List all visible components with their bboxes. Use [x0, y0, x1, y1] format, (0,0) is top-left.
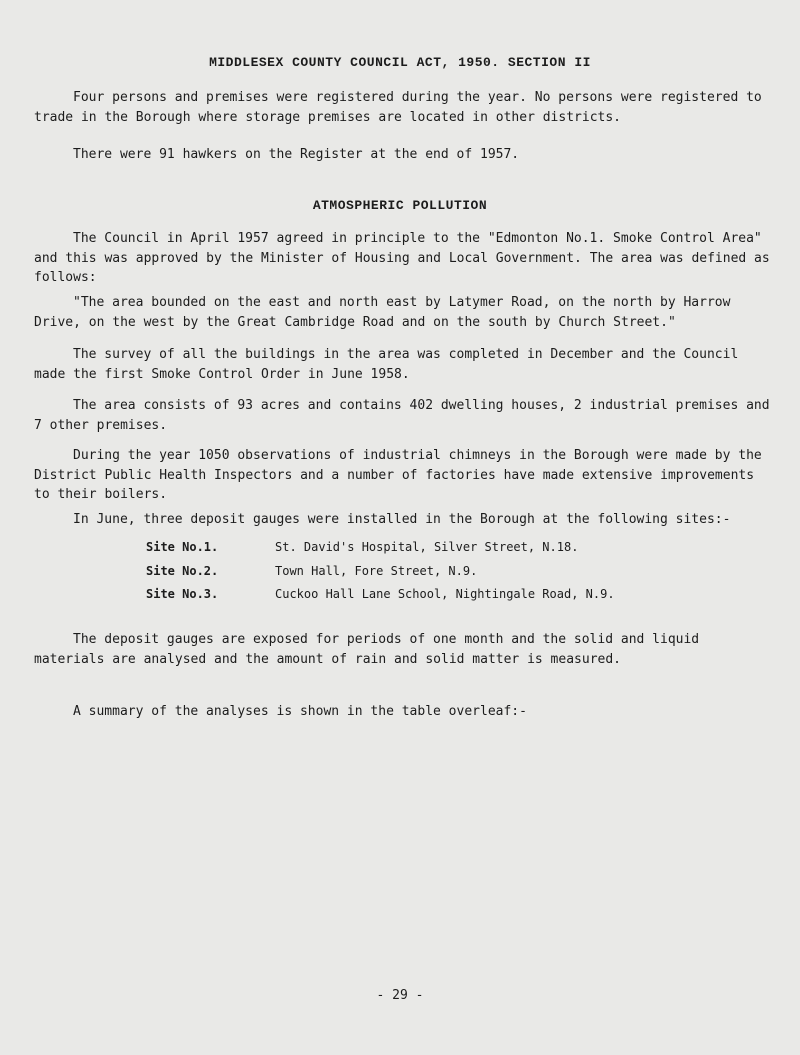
site-row: [146, 562, 746, 586]
paragraph-gauge-analysis: The deposit gauges are exposed for periods of one month and the solid and liquid materials are analysed and the amount of rain and solid matter is measured.: [34, 632, 700, 667]
paragraph-registrations: Four persons and premises were registered during the year. No persons were registered to trade in the Borough where storage premises are located in other districts.: [34, 90, 762, 125]
site-row: [146, 585, 746, 609]
paragraph-area-definition: "The area bounded on the east and north east by Latymer Road, on the north by Harrow Drive, on the west by the Great Cambridge Road and on the south by Church Street.": [34, 295, 731, 330]
site-label: Site No.2.: [146, 563, 219, 578]
paragraph-smoke-control-area: The Council in April 1957 agreed in principle to the "Edmonton No.1. Smoke Control Area" and this was approved by the Minister of Housing and Local Government. The area was defined as follows:: [34, 231, 770, 285]
paragraph-survey: The survey of all the buildings in the area was completed in December and the Council made the first Smoke Control Order in June 1958.: [34, 347, 739, 382]
paragraph-area-composition: The area consists of 93 acres and contains 402 dwelling houses, 2 industrial premises and 7 other premises.: [34, 398, 770, 433]
paragraph-summary-reference: A summary of the analyses is shown in the table overleaf:-: [73, 704, 527, 719]
section-heading-act: MIDDLESEX COUNTY COUNCIL ACT, 1950. SECTION II: [209, 55, 591, 70]
site-location: Cuckoo Hall Lane School, Nightingale Road, N.9.: [275, 587, 615, 601]
gauge-sites-list: [146, 538, 746, 609]
page-number: - 29 -: [376, 988, 424, 1003]
site-label: Site No.1.: [146, 540, 219, 554]
site-row: [146, 538, 746, 562]
site-location: St. David's Hospital, Silver Street, N.18.: [275, 540, 579, 554]
site-label: Site No.3.: [146, 587, 219, 601]
paragraph-chimney-observations: During the year 1050 observations of industrial chimneys in the Borough were made by the District Public Health Inspectors and a number of factories have made extensive improvements to their boilers.: [34, 448, 762, 502]
paragraph-hawkers: There were 91 hawkers on the Register at the end of 1957.: [73, 147, 520, 162]
section-heading-pollution: ATMOSPHERIC POLLUTION: [312, 198, 488, 213]
paragraph-deposit-gauges: In June, three deposit gauges were installed in the Borough at the following sites:-: [73, 512, 731, 527]
site-location: Town Hall, Fore Street, N.9.: [275, 563, 478, 578]
